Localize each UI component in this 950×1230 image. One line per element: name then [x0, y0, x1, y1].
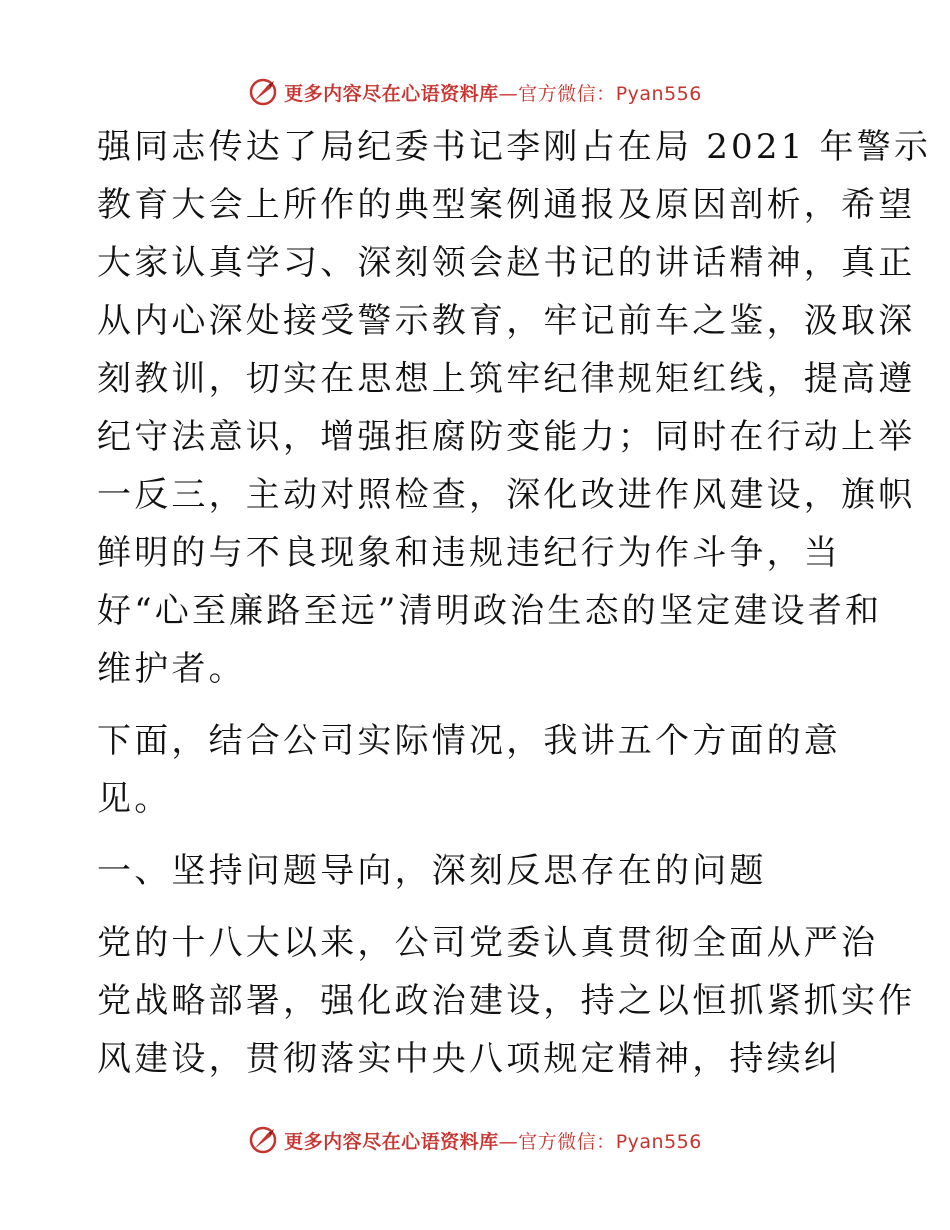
- text-line: 一反三，主动对照检查，深化改进作风建设，旗帜: [97, 475, 916, 515]
- watermark-text: [284, 79, 702, 106]
- watermark-id: Pyan556: [615, 1130, 702, 1153]
- paragraph-3: [97, 914, 916, 1088]
- text-line: 强同志传达了局纪委书记李刚占在局 2021 年警示: [97, 127, 932, 167]
- text-line: 风建设，贯彻落实中央八项规定精神，持续纠: [97, 1039, 841, 1079]
- watermark-dash: —: [498, 1130, 519, 1153]
- watermark-main: 更多内容尽在心语资料库: [284, 1130, 499, 1153]
- text-line: 刻教训，切实在思想上筑牢纪律规矩红线，提高遵: [97, 359, 916, 399]
- text-line: 纪守法意识，增强拒腐防变能力；同时在行动上举: [97, 417, 916, 457]
- text-line: 教育大会上所作的典型案例通报及原因剖析，希望: [97, 185, 916, 225]
- footer-watermark: [0, 1120, 950, 1160]
- paragraph-2: [97, 712, 857, 828]
- header-watermark: [0, 72, 950, 112]
- watermark-id: Pyan556: [615, 82, 702, 105]
- text-line: 维护者。: [97, 649, 246, 689]
- quill-logo-icon: [248, 77, 278, 107]
- text-line: 从内心深处接受警示教育，牢记前车之鉴，汲取深: [97, 301, 916, 341]
- watermark-label: 官方微信：: [518, 82, 616, 105]
- heading-line: 一、坚持问题导向，深刻反思存在的问题: [97, 851, 767, 891]
- document-body: [97, 118, 932, 1088]
- text-line: 党战略部署，强化政治建设，持之以恒抓紧抓实作: [97, 981, 916, 1021]
- text-line: 鲜明的与不良现象和违规违纪行为作斗争，当: [97, 533, 841, 573]
- text-line: 大家认真学习、深刻领会赵书记的讲话精神，真正: [97, 243, 916, 283]
- watermark-main: 更多内容尽在心语资料库: [284, 82, 499, 105]
- watermark-text: [284, 1127, 702, 1154]
- paragraph-1: [97, 118, 932, 698]
- watermark-dash: —: [498, 82, 519, 105]
- text-line: 下面，结合公司实际情况，我讲五个方面的意: [97, 721, 841, 761]
- text-line: 好“心至廉路至远”清明政治生态的坚定建设者和: [97, 591, 883, 631]
- watermark-label: 官方微信：: [518, 1130, 616, 1153]
- quill-logo-icon: [248, 1125, 278, 1155]
- text-line: 党的十八大以来，公司党委认真贯彻全面从严治: [97, 923, 879, 963]
- section-heading: [97, 842, 857, 900]
- text-line: 见。: [97, 779, 172, 819]
